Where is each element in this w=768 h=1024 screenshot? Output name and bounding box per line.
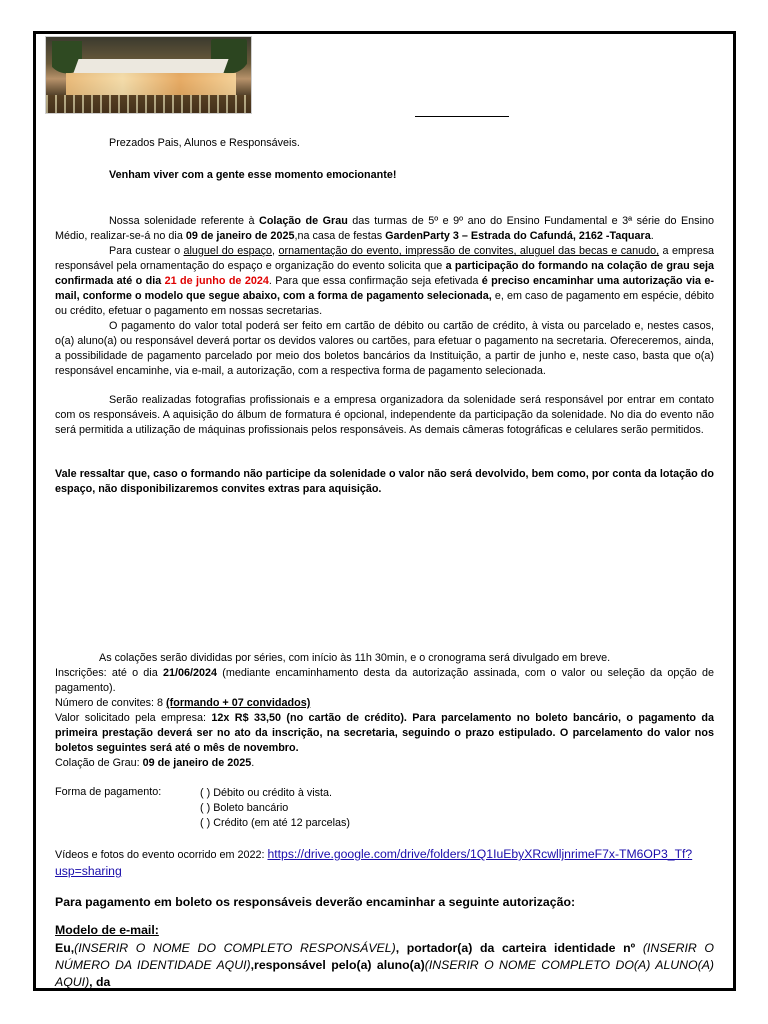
videos-text: Vídeos e fotos do evento ocorrido em 2022: https://drive.google.com/drive/folders/1Q1IuEbyXRcwlljnrimeF7x-TM6OP3_Tf?usp=sharing (55, 847, 693, 878)
boleto-heading: Para pagamento em boleto os responsáveis deverão encaminhar a seguinte autorização: (55, 895, 576, 909)
payment-option-credito[interactable]: ( ) Crédito (em até 12 parcelas) (200, 817, 351, 829)
payment-label: Forma de pagamento: (55, 786, 162, 798)
valor-text: Valor solicitado pela empresa: 12x R$ 33,50 (no cartão de crédito). Para parcelamento no boleto bancário, o pagamento da primeira prestação deverá ser no ato da inscrição, na secretaria, seguindo o prazo estipulado. O parcelamento do valor nos boletos seguintes será até o mês de novembro. (55, 712, 714, 754)
inscricoes-text: Inscrições: até o dia 21/06/2024 (mediante encaminhamento desta da autorização assinada, com o valor ou seleção da opção de pagamento). (55, 667, 714, 694)
venue-photo (45, 36, 252, 114)
convites-text: Número de convites: 8 (formando + 07 convidados) (55, 697, 311, 709)
model-heading: Modelo de e-mail: (55, 923, 159, 937)
headline: Venham viver com a gente esse momento emocionante! (109, 169, 397, 181)
drive-link[interactable]: https://drive.google.com/drive/folders/1Q1IuEbyXRcwlljnrimeF7x-TM6OP3_Tf?usp=sharing (55, 847, 693, 878)
paragraph-ceremony: Nossa solenidade referente à Colação de Grau das turmas de 5º e 9º ano do Ensino Fundamental e 3ª série do Ensino Médio, realizar-se-á no dia 09 de janeiro de 2025,na casa de festas GardenParty 3 – Estrada do Cafundá, 2162 -Taquara. Para custear o aluguel do espaço, ornamentação do evento, impressão de convites, aluguel das becas e canudo, a empresa responsável pela ornamentação do espaço e organização do evento solicita que a participação do formando na colação de grau seja confirmada até o dia 21 de junho de 2024. Para que essa confirmação seja efetivada é preciso encaminhar uma autorização via e-mail, conforme o modelo que segue abaixo, com a forma de pagamento selecionada, e, em caso de pagamento em espécie, débito ou crédito, efetuar o pagamento em nossas secretarias. (55, 215, 715, 317)
colacao-text: Colação de Grau: 09 de janeiro de 2025. (55, 757, 255, 769)
schedule-text: As colações serão divididas por séries, com início às 11h 30min, e o cronograma será divulgado em breve. (99, 652, 611, 664)
signature-line (415, 116, 509, 117)
payment-option-boleto[interactable]: ( ) Boleto bancário (200, 802, 289, 814)
paragraph-photos: Serão realizadas fotografias profissionais e a empresa organizadora da solenidade será responsável por entrar em contato com os responsáveis. A aquisição do álbum de formatura é opcional, independente da participação da solenidade. No dia do evento não será permitida a utilização de máquinas profissionais pelos responsáveis. As demais câmeras fotográficas e celulares serão permitidos. (55, 394, 714, 436)
warning-text: Vale ressaltar que, caso o formando não participe da solenidade o valor não será devolvido, bem como, por conta da lotação do espaço, não disponibilizaremos convites extras para aquisição. (55, 468, 714, 495)
greeting: Prezados Pais, Alunos e Responsáveis. (109, 137, 300, 149)
payment-option-debito[interactable]: ( ) Débito ou crédito à vista. (200, 787, 333, 799)
model-email-text: Eu,(INSERIR O NOME DO COMPLETO RESPONSÁVEL), portador(a) da carteira identidade nº (INSERIR O NÚMERO DA IDENTIDADE AQUI),responsável pelo(a) aluno(a)(INSERIR O NOME COMPLETO DO(A) ALUNO(A) AQUI), da (55, 941, 715, 989)
paragraph-payment: O pagamento do valor total poderá ser feito em cartão de débito ou cartão de crédito, à vista ou parcelado e, nestes casos, o(a) aluno(a) ou responsável deverá portar os devidos valores ou cartões, para efetuar o pagamento na secretaria. Ofereceremos, ainda, a possibilidade de pagamento parcelado por meio dos boletos bancários da Instituição, a partir de junho e, neste caso, basta que o(a) responsável encaminhe, via e-mail, a autorização, com a respectiva forma de pagamento selecionada. (55, 320, 714, 377)
